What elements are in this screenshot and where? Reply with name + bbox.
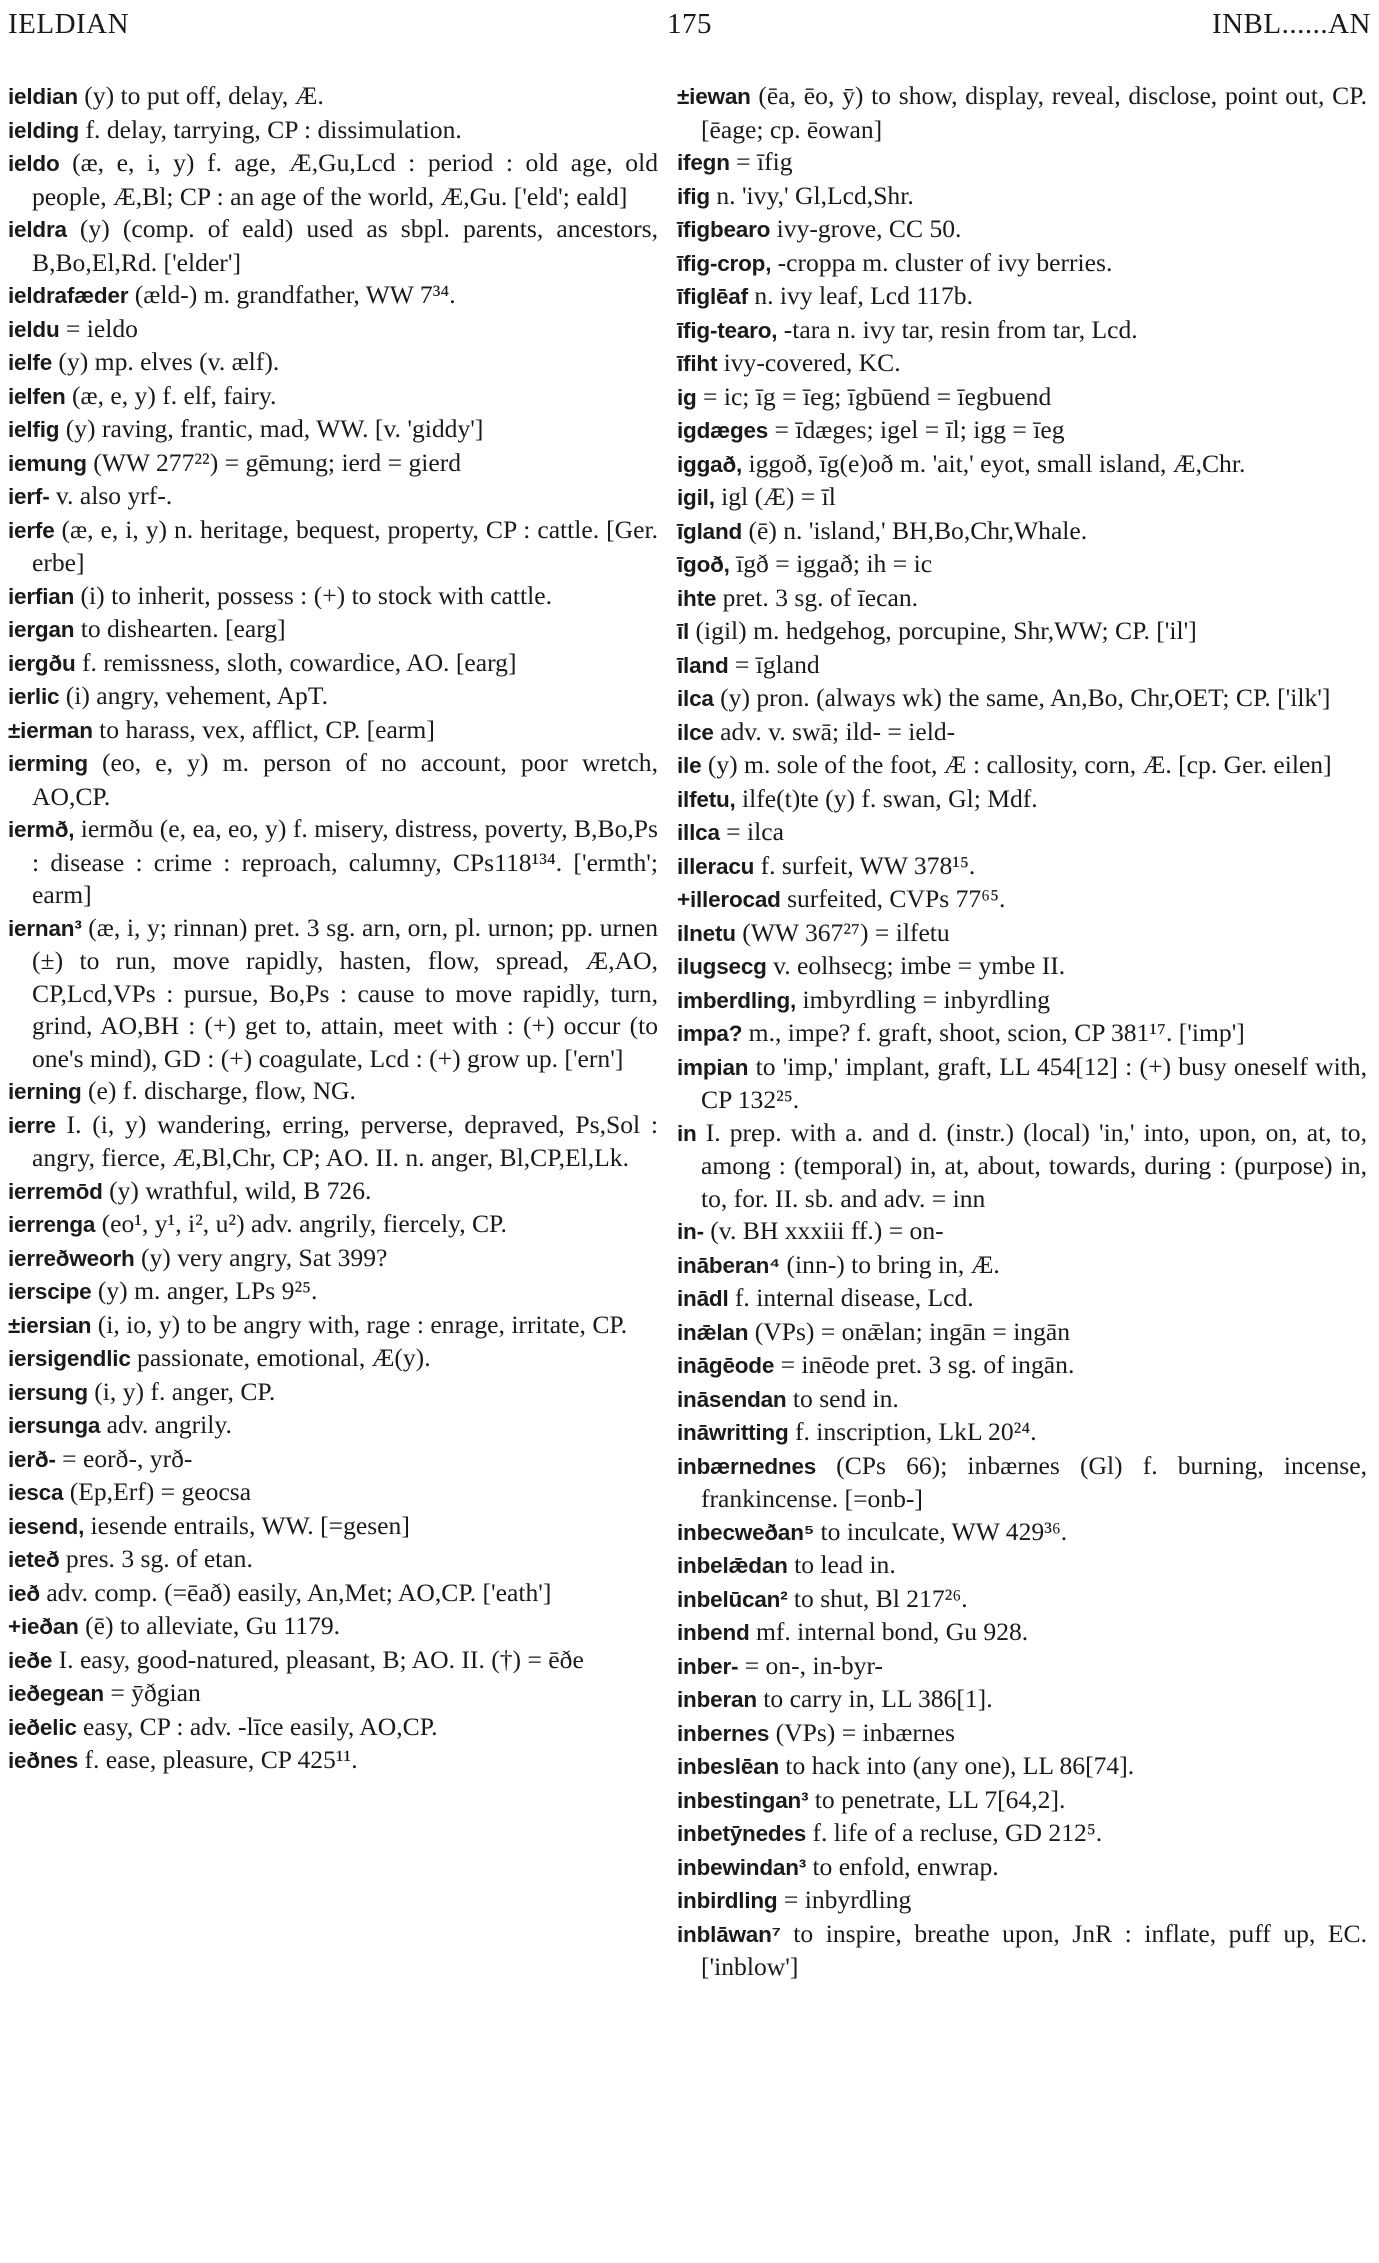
dictionary-entry xyxy=(677,783,1367,817)
entry-headword: inberan xyxy=(677,1687,757,1712)
entry-headword: inbetȳnedes xyxy=(677,1821,807,1846)
entry-headword: ieldo xyxy=(8,151,60,176)
dictionary-entry xyxy=(677,883,1367,917)
header-left-guideword: IELDIAN xyxy=(8,8,130,40)
entry-headword: īgland xyxy=(677,518,743,544)
entry-headword: iesend, xyxy=(8,1513,85,1539)
entry-definition: f. inscription, LkL 20²⁴. xyxy=(788,1417,1037,1446)
dictionary-entry xyxy=(8,1175,658,1209)
entry-definition: to penetrate, LL 7[64,2]. xyxy=(808,1784,1066,1814)
dictionary-entry xyxy=(8,80,658,114)
entry-headword: īl xyxy=(677,619,690,644)
entry-headword: inbewindan³ xyxy=(677,1854,807,1880)
entry-headword: ieðegean xyxy=(8,1681,104,1706)
entry-headword: iemung xyxy=(8,450,87,476)
entry-headword: ilnetu xyxy=(677,920,736,946)
dictionary-entry xyxy=(8,680,658,714)
entry-definition: imbyrdling = inbyrdling xyxy=(796,984,1051,1014)
dictionary-entry xyxy=(8,1644,658,1678)
dictionary-entry xyxy=(677,180,1367,214)
dictionary-entry xyxy=(8,1275,658,1309)
entry-headword: ile xyxy=(677,753,702,778)
entry-definition: (y) raving, frantic, mad, WW. [v. 'giddy'] xyxy=(59,414,484,443)
dictionary-entry xyxy=(677,984,1367,1018)
entry-definition: v. also yrf-. xyxy=(49,481,173,510)
dictionary-entry xyxy=(677,1316,1367,1350)
entry-headword: +ieðan xyxy=(8,1614,79,1639)
entry-definition: (WW 367²⁷) = ilfetu xyxy=(735,917,950,947)
entry-headword: iersigendlic xyxy=(8,1346,131,1371)
entry-definition: (i) to inherit, possess : (+) to stock with cattle. xyxy=(74,580,553,610)
entry-definition: ivy-covered, KC. xyxy=(717,348,901,377)
page-header xyxy=(8,8,1371,50)
entry-definition: f. delay, tarrying, CP : dissimulation. xyxy=(79,114,462,144)
entry-headword: inbend xyxy=(677,1620,750,1645)
entry-headword: ±ierman xyxy=(8,717,93,743)
dictionary-entry xyxy=(677,1717,1367,1751)
page-number: 175 xyxy=(667,8,712,40)
entry-definition: (æ, e, i, y) n. heritage, bequest, property, CP : cattle. [Ger. erbe] xyxy=(32,514,658,577)
entry-headword: ināwritting xyxy=(677,1420,789,1445)
entry-definition: = eorð-, yrð- xyxy=(55,1443,193,1473)
entry-headword: ±iersian xyxy=(8,1312,92,1338)
entry-headword: ināgēode xyxy=(677,1353,775,1378)
dictionary-entry xyxy=(677,481,1367,515)
entry-definition: to harass, vex, afflict, CP. [earm] xyxy=(92,714,435,744)
right-column xyxy=(677,80,1367,1984)
entry-definition: to carry in, LL 386[1]. xyxy=(756,1684,993,1713)
dictionary-entry xyxy=(8,813,658,912)
entry-headword: inbestingan³ xyxy=(677,1787,809,1813)
dictionary-entry xyxy=(677,1750,1367,1784)
entry-definition: (æ, i, y; rinnan) pret. 3 sg. arn, orn, pl. urnon; pp. urnen (±) to run, move rapidly, hasten, flow, spread, Æ,AO, CP,Lcd,VPs : pursue, Bo,Ps : cause to move rapidly, turn, grind, AO,BH : (+) get to, attain, meet with : (+) occur (to one's mind), GD : (+) coagulate, Lcd : (+) grow up. ['ern'] xyxy=(32,912,658,1073)
entry-headword: +illerocad xyxy=(677,887,781,912)
entry-headword: ieð xyxy=(8,1580,40,1606)
entry-definition: adv. angrily. xyxy=(100,1410,232,1439)
dictionary-entry xyxy=(8,480,658,514)
entry-headword: ierlic xyxy=(8,684,60,709)
entry-definition: (æ, e, i, y) f. age, Æ,Gu,Lcd : period : old age, old people, Æ,Bl; CP : an age of the world, Æ,Gu. ['eld'; eald] xyxy=(32,148,658,211)
entry-headword: impa? xyxy=(677,1021,743,1046)
dictionary-entry xyxy=(677,247,1367,281)
entry-headword: īland xyxy=(677,652,729,678)
dictionary-entry xyxy=(677,213,1367,247)
entry-definition: (i, y) f. anger, CP. xyxy=(87,1376,276,1406)
entry-definition: to dishearten. [earg] xyxy=(74,614,286,643)
entry-headword: ierrenga xyxy=(8,1212,96,1237)
entry-definition: = inbyrdling xyxy=(777,1885,912,1914)
entry-definition: (v. BH xxxiii ff.) = on- xyxy=(703,1216,944,1245)
entry-definition: f. ease, pleasure, CP 425¹¹. xyxy=(78,1745,358,1774)
entry-headword: ierremōd xyxy=(8,1178,103,1204)
dictionary-entry xyxy=(8,1376,658,1410)
entry-headword: igil, xyxy=(677,485,715,510)
dictionary-entry xyxy=(677,146,1367,180)
dictionary-entry xyxy=(677,314,1367,348)
entry-definition: = on-, in-byr- xyxy=(738,1650,884,1680)
dictionary-entry xyxy=(8,1342,658,1376)
entry-headword: ierre xyxy=(8,1112,56,1138)
entry-definition: mf. internal bond, Gu 928. xyxy=(749,1617,1029,1646)
entry-definition: to shut, Bl 217²⁶. xyxy=(787,1583,968,1613)
entry-headword: ilugsecg xyxy=(677,954,767,979)
entry-headword: ieteð xyxy=(8,1547,60,1572)
entry-definition: iermðu (e, ea, eo, y) f. misery, distress, poverty, B,Bo,Ps : disease : crime : reproach, calumny, CPs118¹³⁴. ['ermth'; earm] xyxy=(32,814,658,909)
entry-definition: to lead in. xyxy=(787,1550,896,1579)
entry-definition: = ieldo xyxy=(59,313,138,343)
entry-definition: f. life of a recluse, GD 212⁵. xyxy=(806,1818,1103,1847)
dictionary-entry xyxy=(8,279,658,313)
entry-definition: (eo, e, y) m. person of no account, poor wretch, AO,CP. xyxy=(32,748,658,811)
dictionary-entry xyxy=(677,414,1367,448)
dictionary-entry xyxy=(677,1583,1367,1617)
entry-definition: pres. 3 sg. of etan. xyxy=(59,1544,253,1573)
dictionary-entry xyxy=(677,80,1367,146)
entry-definition: f. internal disease, Lcd. xyxy=(728,1283,974,1312)
dictionary-entry xyxy=(677,749,1367,783)
dictionary-entry xyxy=(677,381,1367,415)
dictionary-entry xyxy=(677,816,1367,850)
dictionary-entry xyxy=(8,1677,658,1711)
entry-headword: ierf- xyxy=(8,484,50,509)
entry-definition: passionate, emotional, Æ(y). xyxy=(130,1343,431,1372)
entry-definition: (CPs 66); inbærnes (Gl) f. burning, incense, frankincense. [=onb-] xyxy=(701,1450,1367,1513)
entry-headword: ierð- xyxy=(8,1446,56,1472)
entry-headword: illeracu xyxy=(677,853,755,879)
entry-headword: ierming xyxy=(8,751,88,776)
entry-definition: = inēode pret. 3 sg. of ingān. xyxy=(774,1350,1075,1379)
entry-definition: = ȳðgian xyxy=(103,1678,201,1707)
dictionary-entry xyxy=(8,1075,658,1109)
dictionary-entry xyxy=(8,346,658,380)
dictionary-entry xyxy=(8,1409,658,1443)
entry-headword: ināsendan xyxy=(677,1386,787,1412)
entry-definition: to inspire, breathe upon, JnR : inflate, puff up, EC. ['inblow'] xyxy=(701,1918,1367,1981)
entry-definition: (ē) n. 'island,' BH,Bo,Chr,Whale. xyxy=(742,515,1088,545)
entry-headword: ilce xyxy=(677,719,714,745)
entry-headword: inbelūcan² xyxy=(677,1586,788,1612)
entry-definition: m., impe? f. graft, shoot, scion, CP 381¹⁷. ['imp'] xyxy=(742,1018,1245,1047)
dictionary-entry xyxy=(8,912,658,1076)
entry-definition: iggoð, īg(e)oð m. 'ait,' eyot, small island, Æ,Chr. xyxy=(742,448,1246,478)
dictionary-entry xyxy=(677,280,1367,314)
dictionary-entry xyxy=(677,682,1367,716)
entry-headword: iermð, xyxy=(8,817,75,842)
dictionary-entry xyxy=(8,1443,658,1477)
entry-definition: igl (Æ) = īl xyxy=(714,482,836,511)
entry-headword: inbelǣdan xyxy=(677,1553,788,1578)
entry-definition: (inn-) to bring in, Æ. xyxy=(780,1249,1000,1279)
left-column xyxy=(8,80,658,1778)
entry-definition: (ē) to alleviate, Gu 1179. xyxy=(78,1611,341,1640)
entry-definition: (y) to put off, delay, Æ. xyxy=(77,81,324,110)
entry-definition: (ēa, ēo, ȳ) to show, display, reveal, disclose, point out, CP. [ēage; cp. ēowan] xyxy=(701,81,1367,144)
dictionary-entry xyxy=(8,447,658,481)
dictionary-entry xyxy=(8,1510,658,1544)
entry-definition: I. prep. with a. and d. (instr.) (local) 'in,' into, upon, on, at, to, among : (temporal) in, at, about, towards, during : (purpose) in, to, for. II. sb. and adv. = inn xyxy=(696,1117,1367,1213)
entry-headword: inbeslēan xyxy=(677,1754,779,1779)
dictionary-entry xyxy=(677,448,1367,482)
entry-definition: (VPs) = inbærnes xyxy=(769,1717,955,1747)
entry-headword: ig xyxy=(677,384,697,410)
entry-definition: (æ, e, y) f. elf, fairy. xyxy=(65,380,277,410)
entry-definition: ivy-grove, CC 50. xyxy=(770,214,962,243)
entry-definition: (y) wrathful, wild, B 726. xyxy=(102,1175,372,1205)
entry-headword: inbærnednes xyxy=(677,1453,817,1479)
entry-headword: ielding xyxy=(8,117,80,143)
entry-definition: (igil) m. hedgehog, porcupine, Shr,WW; CP. ['il'] xyxy=(689,616,1197,645)
entry-definition: = ilca xyxy=(719,817,784,846)
dictionary-entry xyxy=(677,917,1367,951)
entry-headword: iggað, xyxy=(677,451,743,477)
entry-definition: -croppa m. cluster of ivy berries. xyxy=(771,247,1113,277)
entry-headword: in xyxy=(677,1120,697,1146)
dictionary-entry xyxy=(8,714,658,748)
dictionary-entry xyxy=(8,1109,658,1175)
entry-definition: to send in. xyxy=(786,1383,899,1413)
dictionary-entry xyxy=(677,950,1367,984)
entry-headword: iersunga xyxy=(8,1413,101,1438)
dictionary-entry xyxy=(677,1051,1367,1117)
entry-definition: (e) f. discharge, flow, NG. xyxy=(81,1076,356,1105)
entry-headword: ielfen xyxy=(8,383,66,409)
dictionary-entry xyxy=(8,1476,658,1510)
entry-headword: ieðnes xyxy=(8,1748,79,1773)
entry-definition: (VPs) = onǣlan; ingān = ingān xyxy=(748,1316,1071,1346)
entry-headword: impian xyxy=(677,1054,749,1080)
dictionary-entry xyxy=(677,1383,1367,1417)
entry-headword: ilfetu, xyxy=(677,786,736,812)
entry-headword: ifegn xyxy=(677,150,730,175)
dictionary-entry xyxy=(677,1884,1367,1918)
dictionary-entry xyxy=(8,613,658,647)
dictionary-entry xyxy=(677,850,1367,884)
dictionary-entry xyxy=(8,213,658,279)
entry-definition: (y) (comp. of eald) used as sbpl. parents, ancestors, B,Bo,El,Rd. ['elder'] xyxy=(32,214,658,277)
entry-headword: in- xyxy=(677,1219,704,1244)
entry-headword: illca xyxy=(677,820,720,845)
entry-headword: īgoð, xyxy=(677,552,730,577)
entry-headword: imberdling, xyxy=(677,987,797,1013)
dictionary-entry xyxy=(677,1117,1367,1216)
dictionary-entry xyxy=(8,147,658,213)
entry-headword: ierreðweorh xyxy=(8,1245,135,1271)
dictionary-entry xyxy=(677,1549,1367,1583)
entry-headword: ielfig xyxy=(8,417,60,442)
dictionary-entry xyxy=(8,313,658,347)
dictionary-entry xyxy=(677,1683,1367,1717)
entry-headword: ieðe xyxy=(8,1647,53,1673)
dictionary-entry xyxy=(8,1242,658,1276)
entry-headword: inbernes xyxy=(677,1720,770,1746)
entry-headword: ieldu xyxy=(8,316,60,342)
entry-definition: (æld-) m. grandfather, WW 7³⁴. xyxy=(128,280,456,309)
entry-headword: inber- xyxy=(677,1653,739,1679)
entry-headword: ±iewan xyxy=(677,84,751,109)
dictionary-entry xyxy=(677,347,1367,381)
entry-definition: (i) angry, vehement, ApT. xyxy=(59,681,328,710)
entry-definition: iesende entrails, WW. [=gesen] xyxy=(84,1510,410,1540)
dictionary-entry xyxy=(677,548,1367,582)
entry-definition: (y) m. sole of the foot, Æ : callosity, corn, Æ. [cp. Ger. eilen] xyxy=(701,750,1332,779)
dictionary-entry xyxy=(677,515,1367,549)
entry-definition: to enfold, enwrap. xyxy=(806,1851,999,1881)
entry-headword: inǣlan xyxy=(677,1319,749,1345)
entry-definition: = īfig xyxy=(729,147,793,176)
entry-headword: īfiht xyxy=(677,351,718,376)
dictionary-entry xyxy=(8,647,658,681)
dictionary-entry xyxy=(677,1416,1367,1450)
entry-definition: to inculcate, WW 429³⁶. xyxy=(814,1516,1068,1546)
entry-definition: easy, CP : adv. -līce easily, AO,CP. xyxy=(76,1711,438,1741)
dictionary-entry xyxy=(677,1851,1367,1885)
entry-definition: īgð = iggað; ih = ic xyxy=(729,549,933,578)
entry-headword: inblāwan⁷ xyxy=(677,1921,781,1947)
dictionary-entry xyxy=(677,582,1367,616)
dictionary-entry xyxy=(8,1309,658,1343)
entry-headword: inbirdling xyxy=(677,1888,778,1913)
dictionary-entry xyxy=(677,615,1367,649)
dictionary-entry xyxy=(8,380,658,414)
entry-headword: inādl xyxy=(677,1286,729,1311)
entry-headword: ierning xyxy=(8,1079,82,1104)
entry-definition: adv. v. swā; ild- = ield- xyxy=(713,716,956,746)
dictionary-entry xyxy=(677,1817,1367,1851)
entry-headword: iesca xyxy=(8,1480,64,1505)
entry-headword: ielfe xyxy=(8,350,53,375)
dictionary-entry xyxy=(677,1918,1367,1984)
dictionary-entry xyxy=(677,649,1367,683)
entry-headword: īfiglēaf xyxy=(677,284,748,309)
entry-definition: = īgland xyxy=(728,649,820,679)
entry-headword: ieldian xyxy=(8,84,78,109)
entry-definition: = ic; īg = īeg; īgbūend = īegbuend xyxy=(696,381,1052,411)
entry-definition: n. ivy leaf, Lcd 117b. xyxy=(747,281,973,310)
entry-definition: adv. comp. (=ēað) easily, An,Met; AO,CP. ['eath'] xyxy=(39,1577,552,1607)
dictionary-entry xyxy=(677,1516,1367,1550)
dictionary-entry xyxy=(677,1282,1367,1316)
dictionary-entry xyxy=(677,1349,1367,1383)
dictionary-entry xyxy=(677,1616,1367,1650)
entry-headword: ierscipe xyxy=(8,1279,92,1304)
entry-definition: (eo¹, y¹, i², u²) adv. angrily, fiercely, CP. xyxy=(95,1209,507,1238)
dictionary-entry xyxy=(8,1208,658,1242)
header-right-guideword: INBL......AN xyxy=(1211,8,1371,40)
dictionary-entry xyxy=(677,1215,1367,1249)
entry-headword: iernan³ xyxy=(8,915,82,941)
entry-definition: to hack into (any one), LL 86[74]. xyxy=(779,1751,1135,1780)
entry-headword: ilca xyxy=(677,686,714,711)
entry-headword: īfigbearo xyxy=(677,217,771,242)
entry-headword: īfig-crop, xyxy=(677,250,772,276)
dictionary-entry xyxy=(8,1711,658,1745)
entry-definition: I. (i, y) wandering, erring, perverse, depraved, Ps,Sol : angry, fierce, Æ,Bl,Chr, CP; AO. II. n. anger, Bl,CP,El,Lk. xyxy=(32,1109,658,1172)
dictionary-entry xyxy=(677,1249,1367,1283)
entry-definition: (Ep,Erf) = geocsa xyxy=(63,1477,252,1506)
entry-headword: ieldra xyxy=(8,217,67,242)
dictionary-entry xyxy=(8,1744,658,1778)
entry-headword: ieldrafæder xyxy=(8,283,129,308)
entry-headword: iergan xyxy=(8,617,75,642)
entry-headword: igdæges xyxy=(677,418,769,443)
dictionary-entry xyxy=(8,580,658,614)
entry-definition: = īdæges; igel = īl; igg = īeg xyxy=(768,415,1065,444)
entry-headword: iergðu xyxy=(8,650,76,676)
entry-headword: ināberan⁴ xyxy=(677,1252,781,1278)
entry-definition: n. 'ivy,' Gl,Lcd,Shr. xyxy=(709,180,914,210)
entry-definition: -tara n. ivy tar, resin from tar, Lcd. xyxy=(777,314,1138,344)
entry-headword: ierfian xyxy=(8,583,75,609)
dictionary-entry xyxy=(677,1017,1367,1051)
entry-definition: (y) pron. (always wk) the same, An,Bo, Chr,OET; CP. ['ilk'] xyxy=(713,683,1331,712)
dictionary-entry xyxy=(8,1543,658,1577)
entry-definition: (y) mp. elves (v. ælf). xyxy=(52,347,280,376)
dictionary-entry xyxy=(8,747,658,813)
dictionary-entry xyxy=(8,114,658,148)
entry-definition: f. surfeit, WW 378¹⁵. xyxy=(754,850,976,880)
dictionary-entry xyxy=(8,1577,658,1611)
entry-headword: ierfe xyxy=(8,517,55,543)
entry-headword: iersung xyxy=(8,1379,88,1405)
dictionary-entry xyxy=(677,1784,1367,1818)
entry-headword: inbecweðan⁵ xyxy=(677,1519,815,1545)
dictionary-entry xyxy=(8,514,658,580)
entry-headword: ifig xyxy=(677,183,710,209)
entry-headword: īfig-tearo, xyxy=(677,317,778,343)
entry-definition: surfeited, CVPs 77⁶⁵. xyxy=(780,884,1006,913)
entry-definition: (WW 277²²) = gēmung; ierd = gierd xyxy=(86,447,462,477)
entry-definition: I. easy, good-natured, pleasant, B; AO. II. (†) = ēðe xyxy=(52,1644,584,1674)
entry-definition: (i, io, y) to be angry with, rage : enrage, irritate, CP. xyxy=(91,1309,628,1339)
entry-definition: pret. 3 sg. of īecan. xyxy=(716,582,919,612)
dictionary-entry xyxy=(677,1450,1367,1516)
dictionary-entry xyxy=(8,1610,658,1644)
entry-definition: f. remissness, sloth, cowardice, AO. [earg] xyxy=(75,647,517,677)
entry-definition: (y) very angry, Sat 399? xyxy=(134,1242,388,1272)
entry-definition: v. eolhsecg; imbe = ymbe II. xyxy=(766,951,1066,980)
dictionary-entry xyxy=(8,413,658,447)
dictionary-entry xyxy=(677,716,1367,750)
entry-headword: ihte xyxy=(677,585,717,611)
entry-headword: ieðelic xyxy=(8,1714,77,1740)
entry-definition: to 'imp,' implant, graft, LL 454[12] : (+) busy oneself with, CP 132²⁵. xyxy=(701,1051,1367,1114)
entry-definition: ilfe(t)te (y) f. swan, Gl; Mdf. xyxy=(735,783,1038,813)
entry-definition: (y) m. anger, LPs 9²⁵. xyxy=(91,1276,318,1305)
dictionary-entry xyxy=(677,1650,1367,1684)
